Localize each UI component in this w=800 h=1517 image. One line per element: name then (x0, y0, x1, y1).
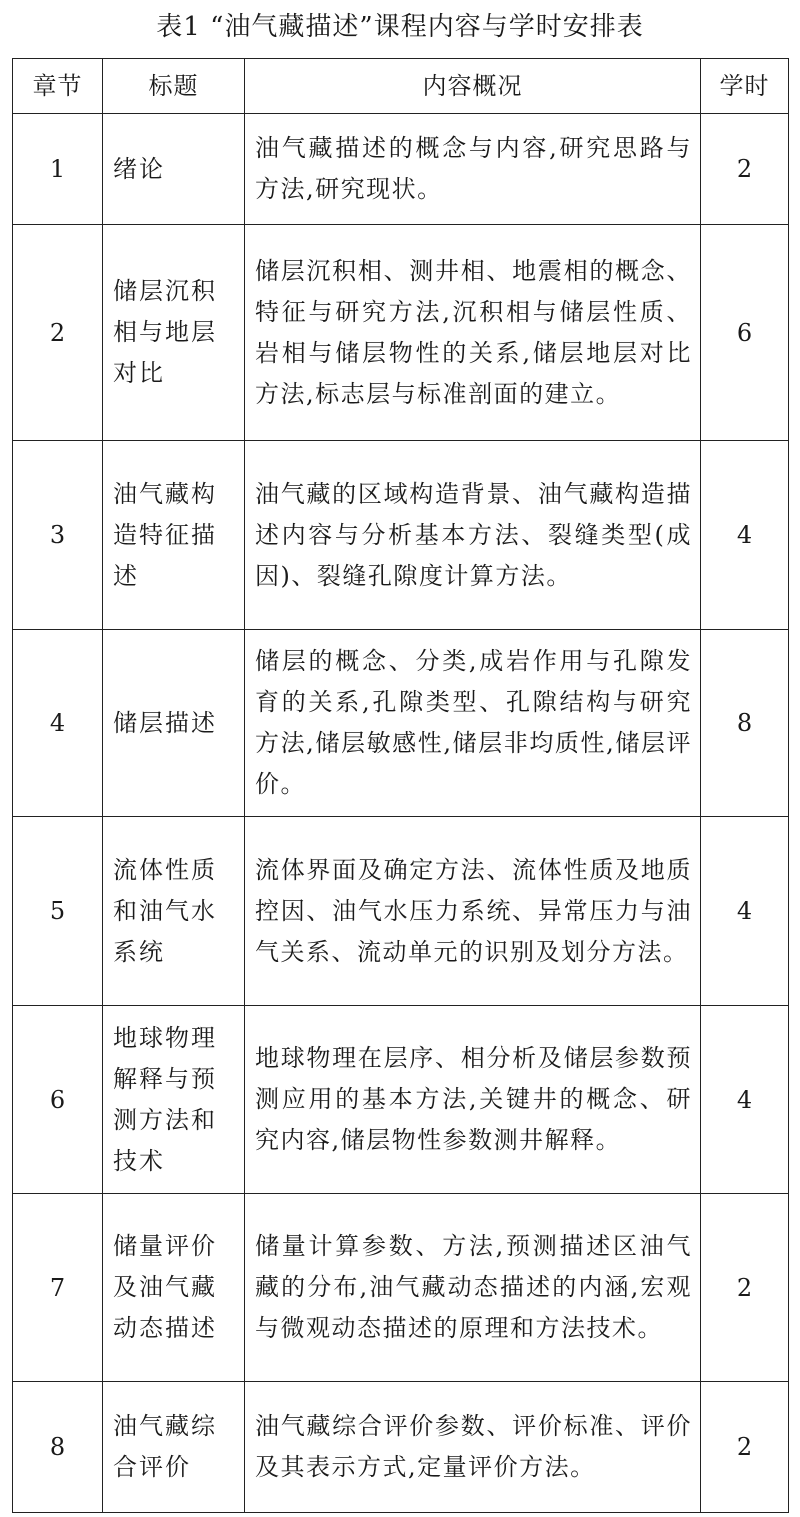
header-title: 标题 (103, 59, 245, 114)
chapter-cell: 1 (13, 114, 103, 225)
hours-cell: 4 (701, 817, 789, 1006)
hours-cell: 2 (701, 114, 789, 225)
header-chapter: 章节 (13, 59, 103, 114)
table-row (13, 1382, 789, 1513)
table-row (13, 225, 789, 441)
title-cell: 油气藏综合评价 (103, 1382, 245, 1513)
title-cell: 储层沉积相与地层对比 (103, 225, 245, 441)
chapter-cell: 2 (13, 225, 103, 441)
title-cell: 储层描述 (103, 630, 245, 817)
content-cell: 油气藏综合评价参数、评价标准、评价及其表示方式,定量评价方法。 (245, 1382, 701, 1513)
content-cell: 油气藏的区域构造背景、油气藏构造描述内容与分析基本方法、裂缝类型(成因)、裂缝孔隙度计算方法。 (245, 441, 701, 630)
chapter-cell: 6 (13, 1006, 103, 1194)
hours-cell: 8 (701, 630, 789, 817)
table-caption: 表1 “油气藏描述”课程内容与学时安排表 (156, 12, 644, 42)
header-content: 内容概况 (245, 59, 701, 114)
title-cell: 储量评价及油气藏动态描述 (103, 1194, 245, 1382)
chapter-cell: 8 (13, 1382, 103, 1513)
content-cell: 流体界面及确定方法、流体性质及地质控因、油气水压力系统、异常压力与油气关系、流动单元的识别及划分方法。 (245, 817, 701, 1006)
chapter-cell: 3 (13, 441, 103, 630)
hours-cell: 2 (701, 1382, 789, 1513)
hours-cell: 2 (701, 1194, 789, 1382)
table-row (13, 817, 789, 1006)
content-cell: 储层的概念、分类,成岩作用与孔隙发育的关系,孔隙类型、孔隙结构与研究方法,储层敏感性,储层非均质性,储层评价。 (245, 630, 701, 817)
table-row (13, 630, 789, 817)
table-row (13, 1006, 789, 1194)
title-cell: 绪论 (103, 114, 245, 225)
chapter-cell: 4 (13, 630, 103, 817)
chapter-cell: 7 (13, 1194, 103, 1382)
hours-cell: 6 (701, 225, 789, 441)
table-header-row (13, 59, 789, 114)
title-cell: 地球物理解释与预测方法和技术 (103, 1006, 245, 1194)
content-cell: 储层沉积相、测井相、地震相的概念、特征与研究方法,沉积相与储层性质、岩相与储层物性的关系,储层地层对比方法,标志层与标准剖面的建立。 (245, 225, 701, 441)
table-row (13, 114, 789, 225)
course-schedule-table (12, 58, 789, 1513)
content-cell: 地球物理在层序、相分析及储层参数预测应用的基本方法,关键井的概念、研究内容,储层物性参数测井解释。 (245, 1006, 701, 1194)
hours-cell: 4 (701, 1006, 789, 1194)
content-cell: 油气藏描述的概念与内容,研究思路与方法,研究现状。 (245, 114, 701, 225)
header-hours: 学时 (701, 59, 789, 114)
title-cell: 流体性质和油气水系统 (103, 817, 245, 1006)
content-cell: 储量计算参数、方法,预测描述区油气藏的分布,油气藏动态描述的内涵,宏观与微观动态描述的原理和方法技术。 (245, 1194, 701, 1382)
chapter-cell: 5 (13, 817, 103, 1006)
hours-cell: 4 (701, 441, 789, 630)
title-cell: 油气藏构造特征描述 (103, 441, 245, 630)
table-row (13, 1194, 789, 1382)
table-row (13, 441, 789, 630)
